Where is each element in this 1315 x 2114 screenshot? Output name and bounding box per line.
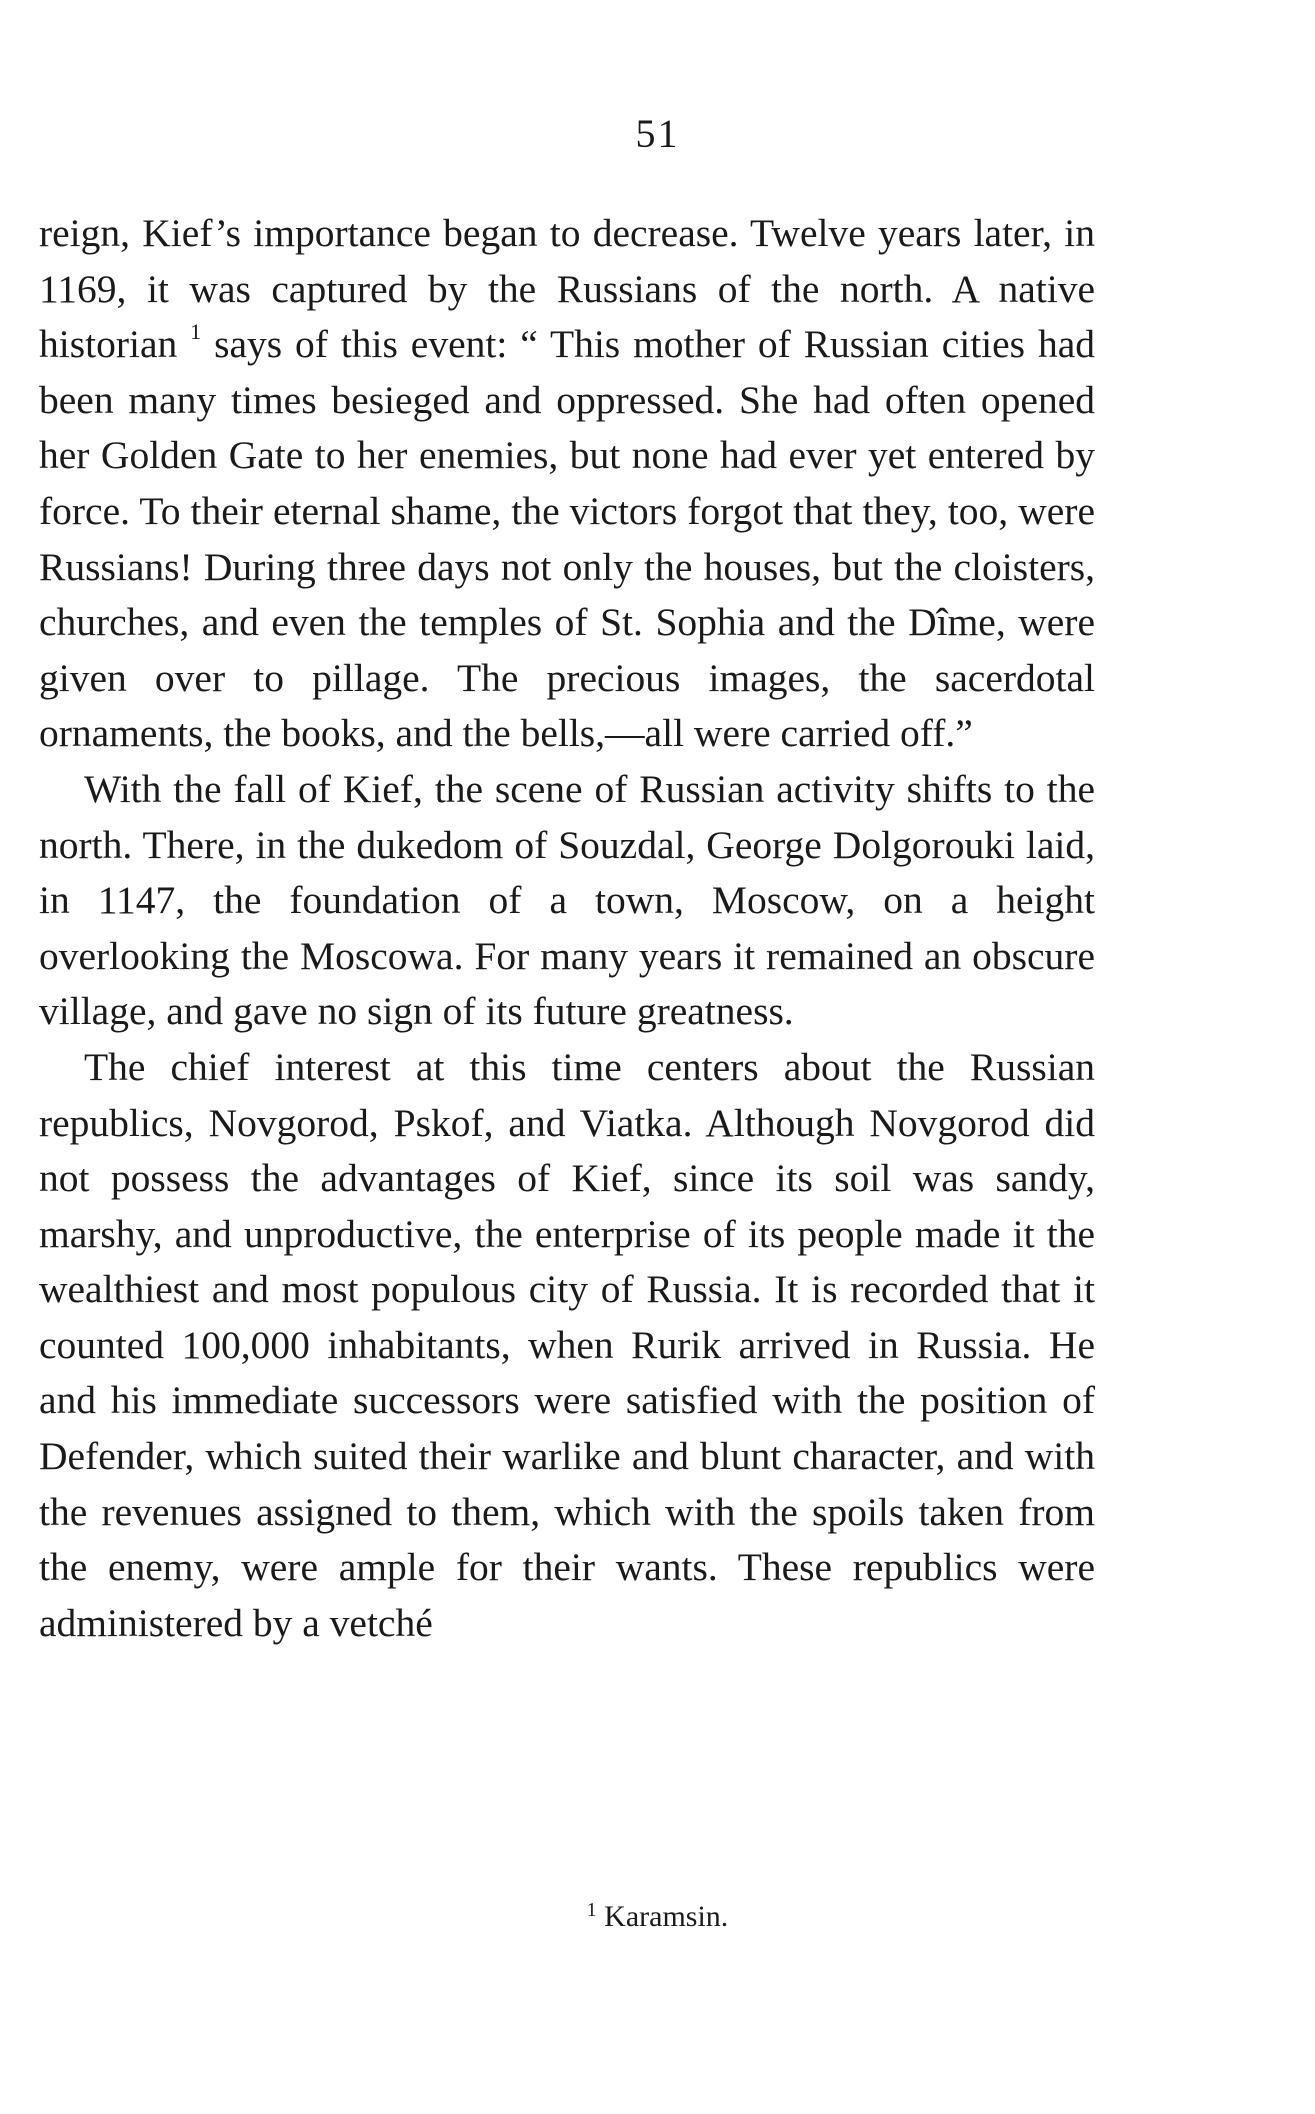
footnote-reference: 1	[190, 319, 202, 345]
paragraph-2: With the fall of Kief, the scene of Russian activity shifts to the north. There, in the dukedom of Souzdal, George Dolgorouki laid, in 1147, the foundation of a town, Moscow, on a height overlooking the Moscowa. For many years it remained an obscure village, and gave no sign of its future greatness.	[39, 766, 1095, 1034]
footnote	[0, 1900, 1315, 1934]
body-text	[39, 206, 1095, 1651]
page-number: 51	[635, 111, 680, 156]
paragraph-1	[39, 206, 1095, 762]
paragraph-3: The chief interest at this time centers about the Russian republics, Novgorod, Pskof, and Viatka. Although Novgorod did not possess the advantages of Kief, since its soil was sandy, marshy, and unproductive, the enterprise of its people made it the wealthiest and most populous city of Russia. It is recorded that it counted 100,000 inhabitants, when Rurik arrived in Russia. He and his immediate successors were satisfied with the position of Defender, which suited their warlike and blunt character, and with the revenues assigned to them, which with the spoils taken from the enemy, were ample for their wants. These republics were administered by a vetché	[39, 1044, 1095, 1645]
footnote-marker: 1	[586, 1899, 597, 1921]
paragraph-1-text-after: says of this event: “ This mother of Russian cities had been many times besieged and oppressed. She had often opened her Golden Gate to her enemies, but none had ever yet entered by force. To their eternal shame, the victors forgot that they, too, were Russians! During three days not only the houses, but the cloisters, churches, and even the temples of St. Sophia and the Dîme, were given over to pillage. The precious images, the sacerdotal ornaments, the books, and the bells,—all were carried off.”	[39, 322, 1095, 756]
footnote-text: Karamsin.	[596, 1900, 729, 1933]
paragraph-1-text-before: reign, Kief’s importance began to decrease. Twelve years later, in 1169, it was captured by the Russians of the north. A native historian	[39, 211, 1095, 367]
